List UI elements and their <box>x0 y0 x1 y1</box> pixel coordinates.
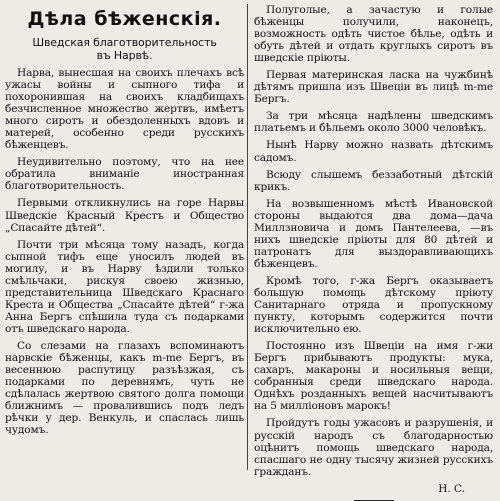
article-subtitle-line1: Шведская благотворительность <box>32 36 217 49</box>
paragraph: Кромѣ того, г-жа Бергъ оказываетъ большую помощь дѣтскому пріюту Санитарнаго отряда и пропускному пункту, которымъ содержится почти исключительно ею. <box>254 274 493 336</box>
paragraph: Нарва, вынесшая на своихъ плечахъ всѣ ужасы войны и сыпного тифа и похоронившая на своихъ кладбищахъ безчисленное множество жертвъ, имѣетъ много сиротъ и обездоленныхъ вдовъ и матерей, особенно среди русскихъ бѣженцевъ. <box>5 67 244 152</box>
author-signature: Н. С. <box>438 482 465 495</box>
paragraph: Первыми откликнулись на горе Нарвы Шведскіе Красный Крестъ и Общество „Спасайте дѣтей“. <box>5 197 244 234</box>
paragraph: За три мѣсяца надѣлены шведскимъ платьемъ и бѣльемъ около 3000 человѣкъ. <box>254 110 493 135</box>
paragraph: Пройдутъ годы ужасовъ и разрушенія, и русскій народъ съ благодарностью оцѣнитъ помощь шведскаго народа, спасшаго не одну тысячу жизней русскихъ гражданъ. <box>254 417 493 478</box>
paragraph: Полуголые, а зачастую и голые бѣженцы получили, наконецъ, возможность одѣть чистое бѣлье, одѣть и обуть дѣтей и отдать круглыхъ сиротъ въ шведскіе пріюты. <box>254 4 493 65</box>
paragraph: Неудивительно поэтому, что на нее обратила вниманіе иностранная благотворительность. <box>5 156 244 193</box>
right-column <box>254 4 493 501</box>
article-subtitle-line2: въ Нарвѣ. <box>96 49 153 62</box>
paragraph: Постоянно изъ Швеціи на имя г-жи Бергъ прибываютъ продукты: мука, сахаръ, макароны и носильныя вещи, собранныя среди шведскаго народа. Однѣхъ розданныхъ вещей насчитываютъ на 5 милліоновъ марокъ! <box>254 340 493 413</box>
article-title: Дѣла бѣженскія. <box>27 8 222 30</box>
paragraph: Со слезами на глазахъ вспоминаютъ нарвскіе бѣженцы, какъ m-me Бергъ, въ весеннюю распутицу разъѣзжая, съ подарками по деревнямъ, чуть не сдѣлалась жертвою святого долга помощи ближнимъ — провалившись подъ ледъ рѣчки у дер. Венкуль, и спаслась лишь чудомъ. <box>5 339 244 437</box>
paragraph: Всюду слышемъ беззаботный дѣтскій крикъ. <box>254 168 493 193</box>
paragraph: Первая материнская ласка на чужбинѣ дѣтямъ пришла изъ Швеціи въ лицѣ m-me Бергъ. <box>254 69 493 106</box>
left-column <box>5 4 244 441</box>
column-divider <box>247 4 248 470</box>
paragraph: На возвышенномъ мѣстѣ Ивановской стороны выдаются два дома—дача Миллзновича и домъ Пантелеева, —въ нихъ шведскіе пріюты для 80 дѣтей и патронатъ для выздоравливающихъ бѣженцевъ. <box>254 197 493 270</box>
paragraph: Нынѣ Нарву можно назвать дѣтскимъ садомъ. <box>254 139 493 164</box>
paragraph: Почти три мѣсяца тому назадъ, когда сыпной тифъ еще уносилъ людей въ могилу, и въ Нарву ѣздили только смѣльчаки, рискуя своею жизнью, представительница Шведскаго Краснаго Креста и Общества „Спасайте дѣтей“ г-жа Анна Бергъ спѣшила туда съ подарками отъ шведскаго народа. <box>5 238 244 335</box>
